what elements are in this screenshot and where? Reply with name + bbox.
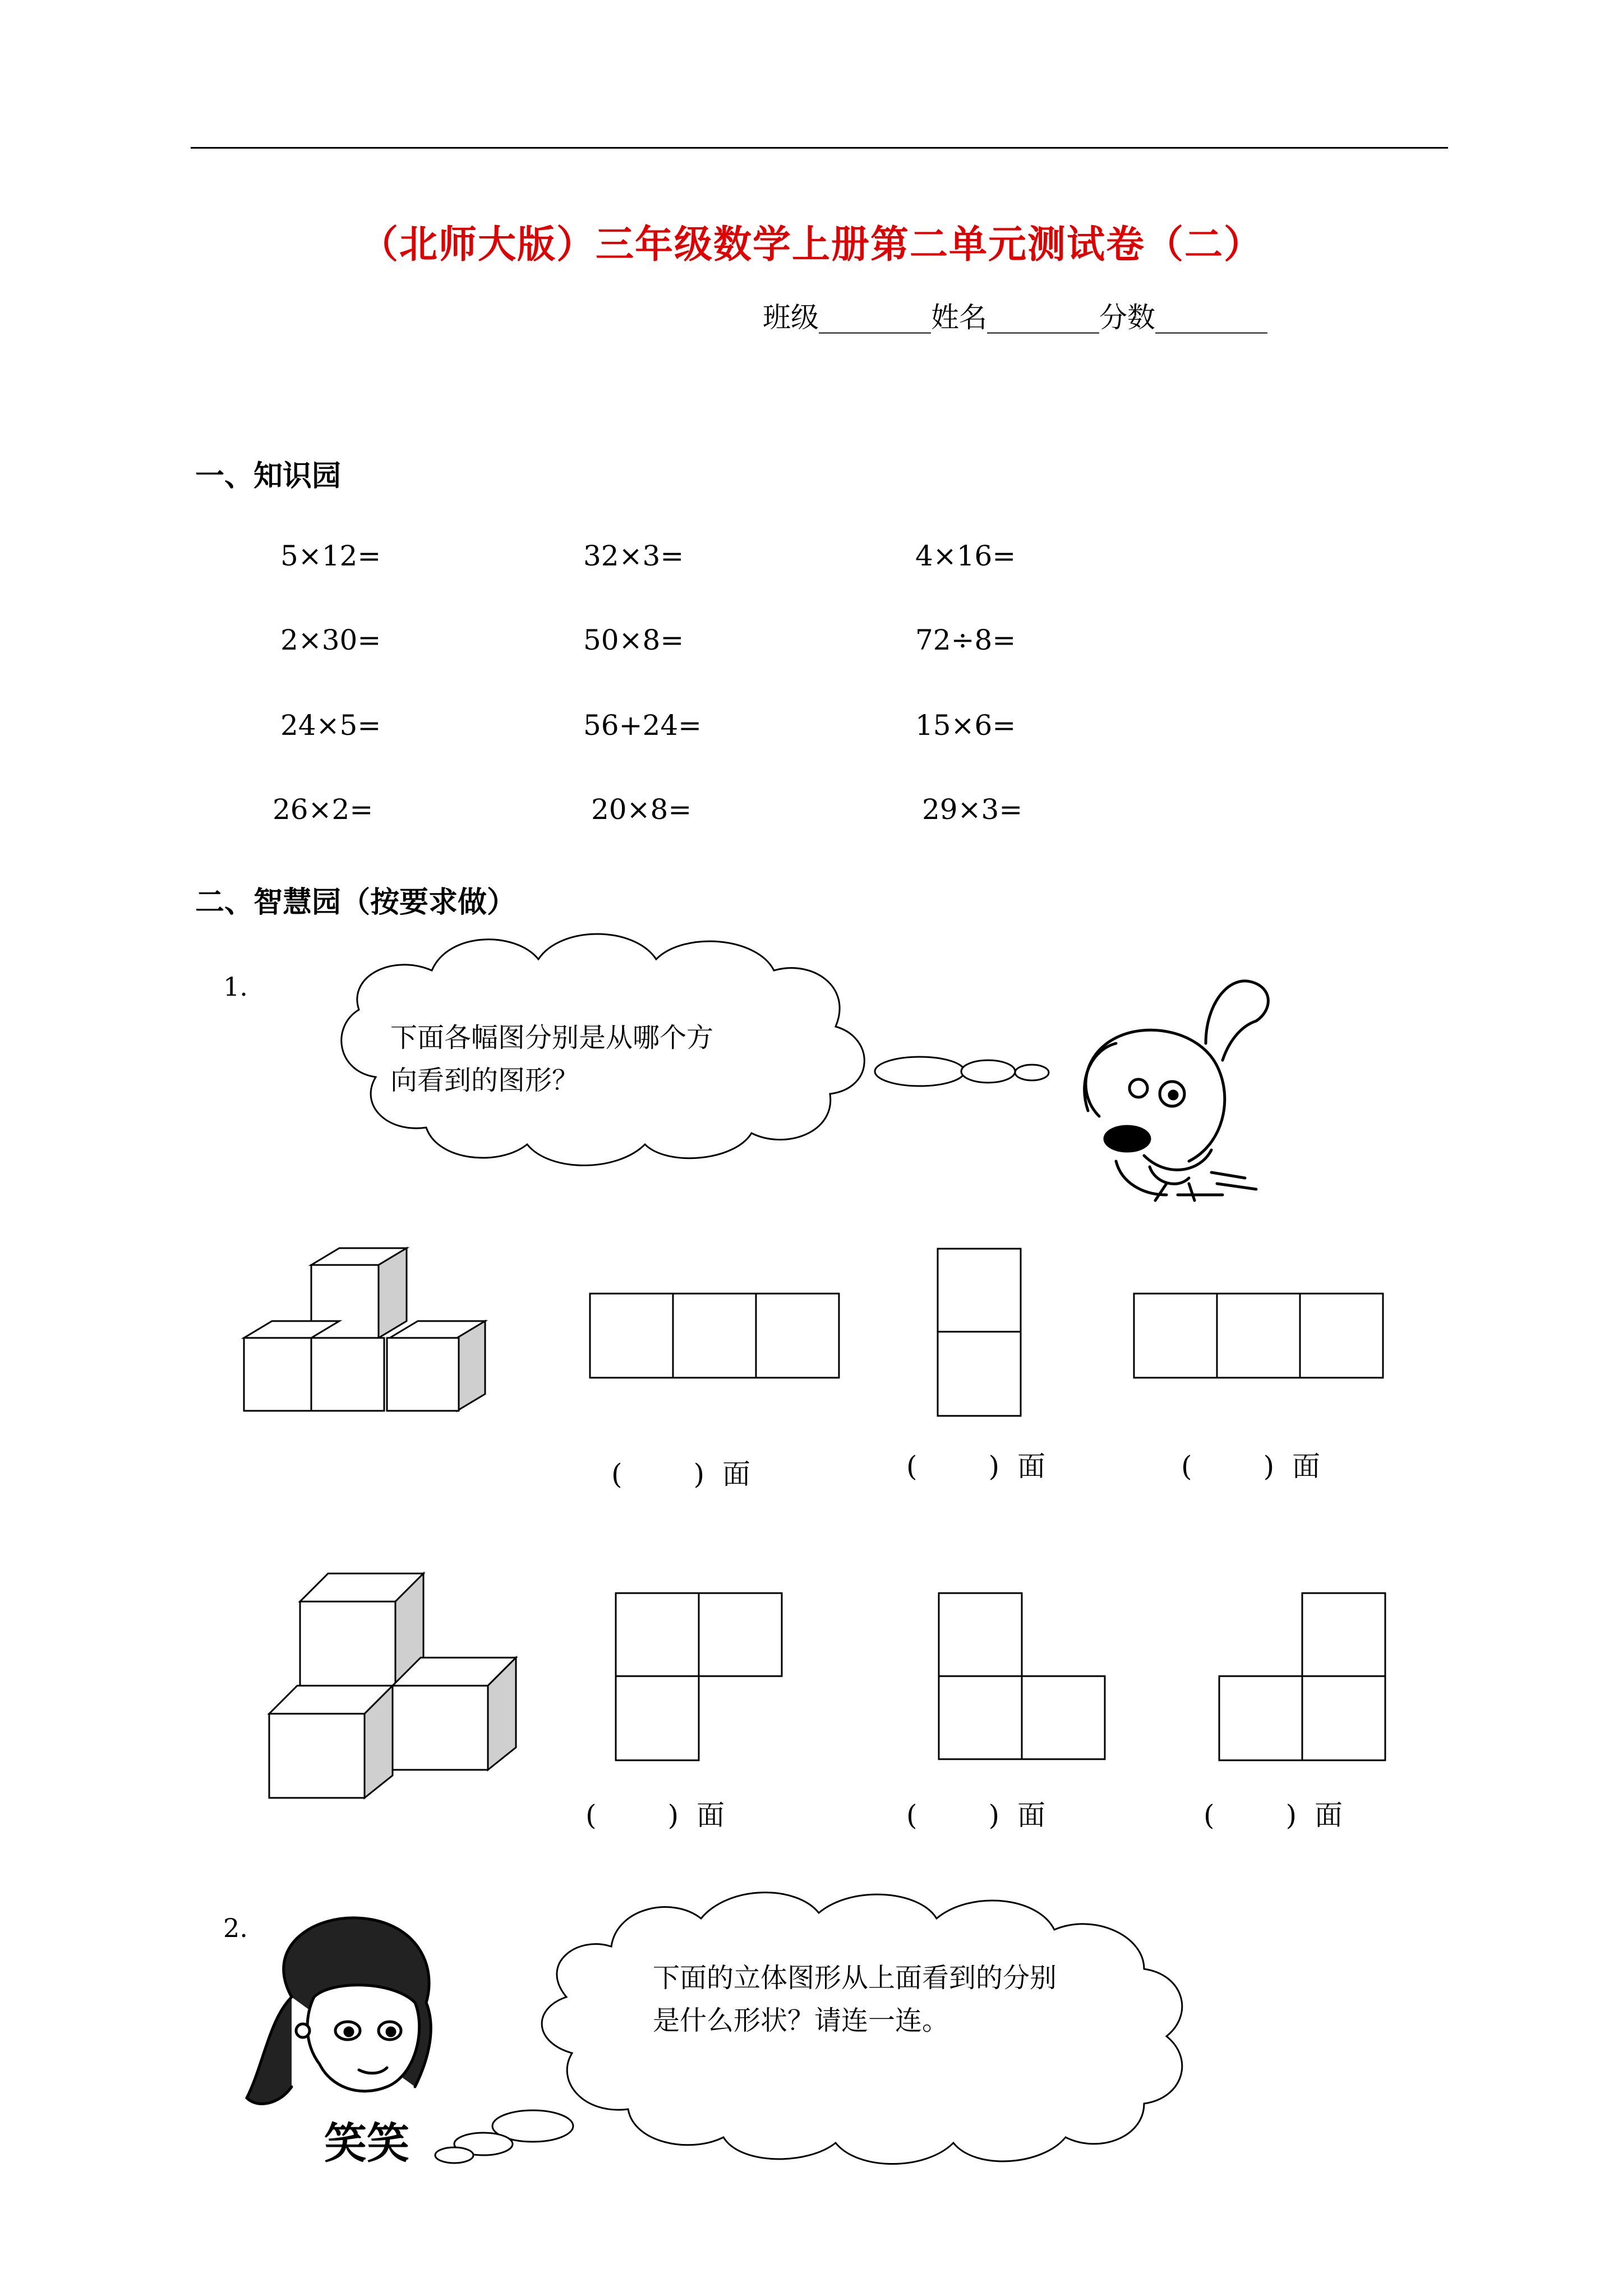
bubble-2-line-2: 是什么形状？请连一连。 bbox=[653, 2005, 949, 2036]
equation: 24×5= bbox=[280, 709, 381, 742]
question-1-number: 1. bbox=[223, 972, 248, 1002]
student-info-line: 班级________姓名________分数________ bbox=[763, 301, 1267, 334]
answer-blank[interactable]: ( ) 面 bbox=[906, 1450, 1045, 1483]
section2-heading: 二、智慧园（按要求做） bbox=[195, 885, 517, 919]
answer-blank[interactable]: ( ) 面 bbox=[1181, 1450, 1320, 1483]
equation: 56+24= bbox=[583, 709, 702, 742]
page-title: （北师大版）三年级数学上册第二单元测试卷（二） bbox=[359, 222, 1263, 267]
cube-stack-1 bbox=[244, 1248, 485, 1411]
girl-cartoon-icon bbox=[247, 1918, 431, 2104]
equation: 29×3= bbox=[922, 793, 1023, 826]
equation: 4×16= bbox=[915, 540, 1016, 572]
equation: 5×12= bbox=[280, 540, 381, 572]
cube-stack-2 bbox=[269, 1573, 516, 1798]
equation: 50×8= bbox=[583, 624, 684, 656]
answer-blank[interactable]: ( ) 面 bbox=[906, 1799, 1045, 1832]
bubble-1-line-1: 下面各幅图分别是从哪个方 bbox=[390, 1022, 714, 1053]
answer-blank[interactable]: ( ) 面 bbox=[585, 1799, 725, 1832]
answer-blank[interactable]: ( ) 面 bbox=[611, 1458, 750, 1490]
view-row-2 bbox=[616, 1593, 1385, 1760]
equation: 72÷8= bbox=[915, 624, 1016, 656]
equation: 32×3= bbox=[583, 540, 684, 572]
section1-heading: 一、知识园 bbox=[195, 459, 342, 493]
bubble-2-line-1: 下面的立体图形从上面看到的分别 bbox=[653, 1962, 1057, 1994]
equation: 15×6= bbox=[915, 709, 1016, 742]
bubble-1-line-2: 向看到的图形？ bbox=[390, 1065, 579, 1096]
character-label: 笑笑 bbox=[324, 2118, 409, 2168]
dog-cartoon-icon bbox=[1085, 981, 1269, 1200]
equation: 20×8= bbox=[591, 793, 692, 826]
view-row-1 bbox=[590, 1249, 1383, 1416]
question-2-number: 2. bbox=[223, 1913, 248, 1943]
equation: 26×2= bbox=[273, 793, 374, 826]
equation: 2×30= bbox=[280, 624, 381, 656]
answer-blank[interactable]: ( ) 面 bbox=[1204, 1799, 1343, 1832]
